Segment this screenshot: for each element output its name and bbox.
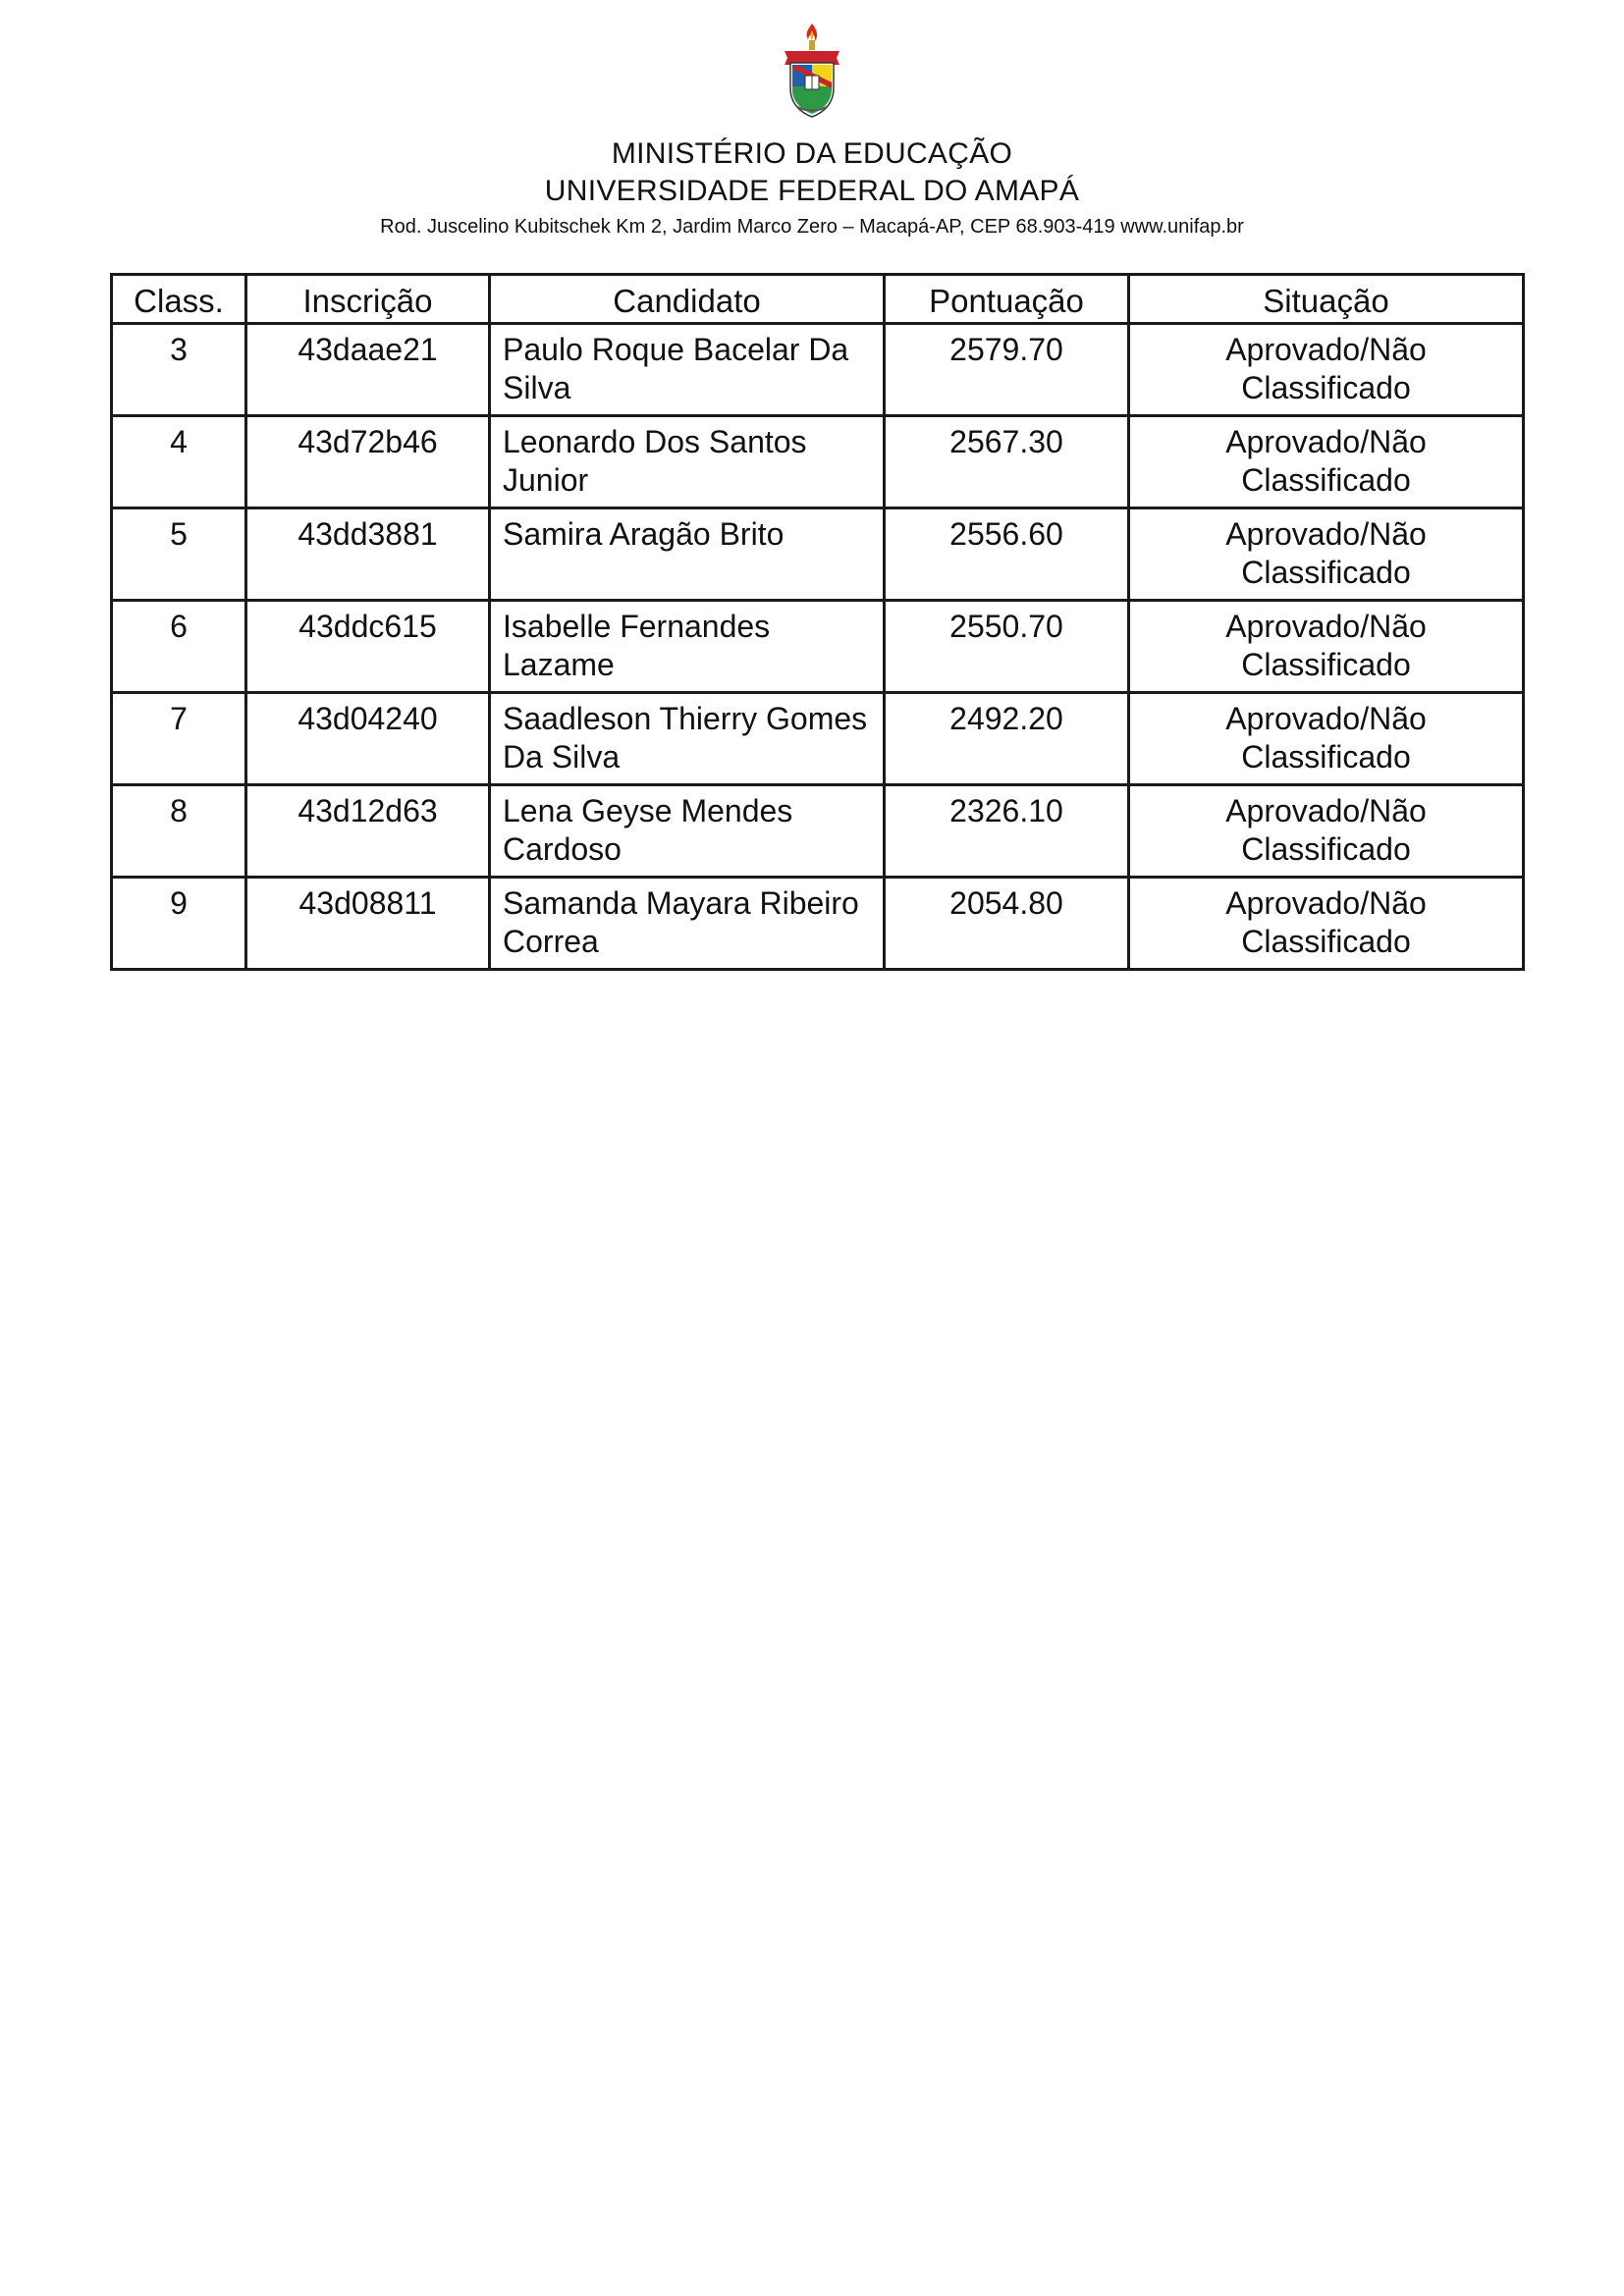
- column-header-pontuacao: Pontuação: [885, 275, 1129, 324]
- cell-situacao: Aprovado/Não Classificado: [1129, 416, 1524, 508]
- cell-pontuacao: 2326.10: [885, 785, 1129, 878]
- cell-candidato: Saadleson Thierry Gomes Da Silva: [490, 693, 885, 785]
- cell-inscricao: 43d12d63: [246, 785, 490, 878]
- cell-candidato: Leonardo Dos Santos Junior: [490, 416, 885, 508]
- cell-situacao: Aprovado/Não Classificado: [1129, 324, 1524, 416]
- table-row: [112, 693, 1524, 785]
- cell-pontuacao: 2556.60: [885, 508, 1129, 601]
- table-header-row: [112, 275, 1524, 324]
- cell-pontuacao: 2492.20: [885, 693, 1129, 785]
- cell-class: 3: [112, 324, 246, 416]
- column-header-class: Class.: [112, 275, 246, 324]
- table-row: [112, 508, 1524, 601]
- document-header: [0, 22, 1624, 241]
- cell-class: 5: [112, 508, 246, 601]
- cell-inscricao: 43ddc615: [246, 601, 490, 693]
- cell-pontuacao: 2550.70: [885, 601, 1129, 693]
- cell-inscricao: 43d08811: [246, 878, 490, 970]
- cell-class: 4: [112, 416, 246, 508]
- cell-situacao: Aprovado/Não Classificado: [1129, 878, 1524, 970]
- university-crest-icon: [781, 22, 843, 120]
- cell-class: 9: [112, 878, 246, 970]
- cell-class: 7: [112, 693, 246, 785]
- results-table: [110, 273, 1525, 971]
- column-header-situacao: Situação: [1129, 275, 1524, 324]
- cell-candidato: Paulo Roque Bacelar Da Silva: [490, 324, 885, 416]
- cell-inscricao: 43daae21: [246, 324, 490, 416]
- table-row: [112, 878, 1524, 970]
- cell-class: 8: [112, 785, 246, 878]
- column-header-inscricao: Inscrição: [246, 275, 490, 324]
- cell-situacao: Aprovado/Não Classificado: [1129, 785, 1524, 878]
- column-header-candidato: Candidato: [490, 275, 885, 324]
- address-line: Rod. Juscelino Kubitschek Km 2, Jardim Marco Zero – Macapá-AP, CEP 68.903-419 www.unifap.br: [380, 216, 1244, 238]
- table-row: [112, 324, 1524, 416]
- cell-situacao: Aprovado/Não Classificado: [1129, 693, 1524, 785]
- cell-inscricao: 43d72b46: [246, 416, 490, 508]
- cell-candidato: Samanda Mayara Ribeiro Correa: [490, 878, 885, 970]
- cell-pontuacao: 2054.80: [885, 878, 1129, 970]
- cell-candidato: Isabelle Fernandes Lazame: [490, 601, 885, 693]
- cell-pontuacao: 2579.70: [885, 324, 1129, 416]
- table-row: [112, 601, 1524, 693]
- cell-class: 6: [112, 601, 246, 693]
- university-title: UNIVERSIDADE FEDERAL DO AMAPÁ: [544, 175, 1080, 207]
- cell-situacao: Aprovado/Não Classificado: [1129, 508, 1524, 601]
- ministry-title: MINISTÉRIO DA EDUCAÇÃO: [611, 137, 1013, 170]
- cell-inscricao: 43dd3881: [246, 508, 490, 601]
- cell-candidato: Lena Geyse Mendes Cardoso: [490, 785, 885, 878]
- table-row: [112, 416, 1524, 508]
- cell-situacao: Aprovado/Não Classificado: [1129, 601, 1524, 693]
- table-row: [112, 785, 1524, 878]
- cell-pontuacao: 2567.30: [885, 416, 1129, 508]
- cell-inscricao: 43d04240: [246, 693, 490, 785]
- cell-candidato: Samira Aragão Brito: [490, 508, 885, 601]
